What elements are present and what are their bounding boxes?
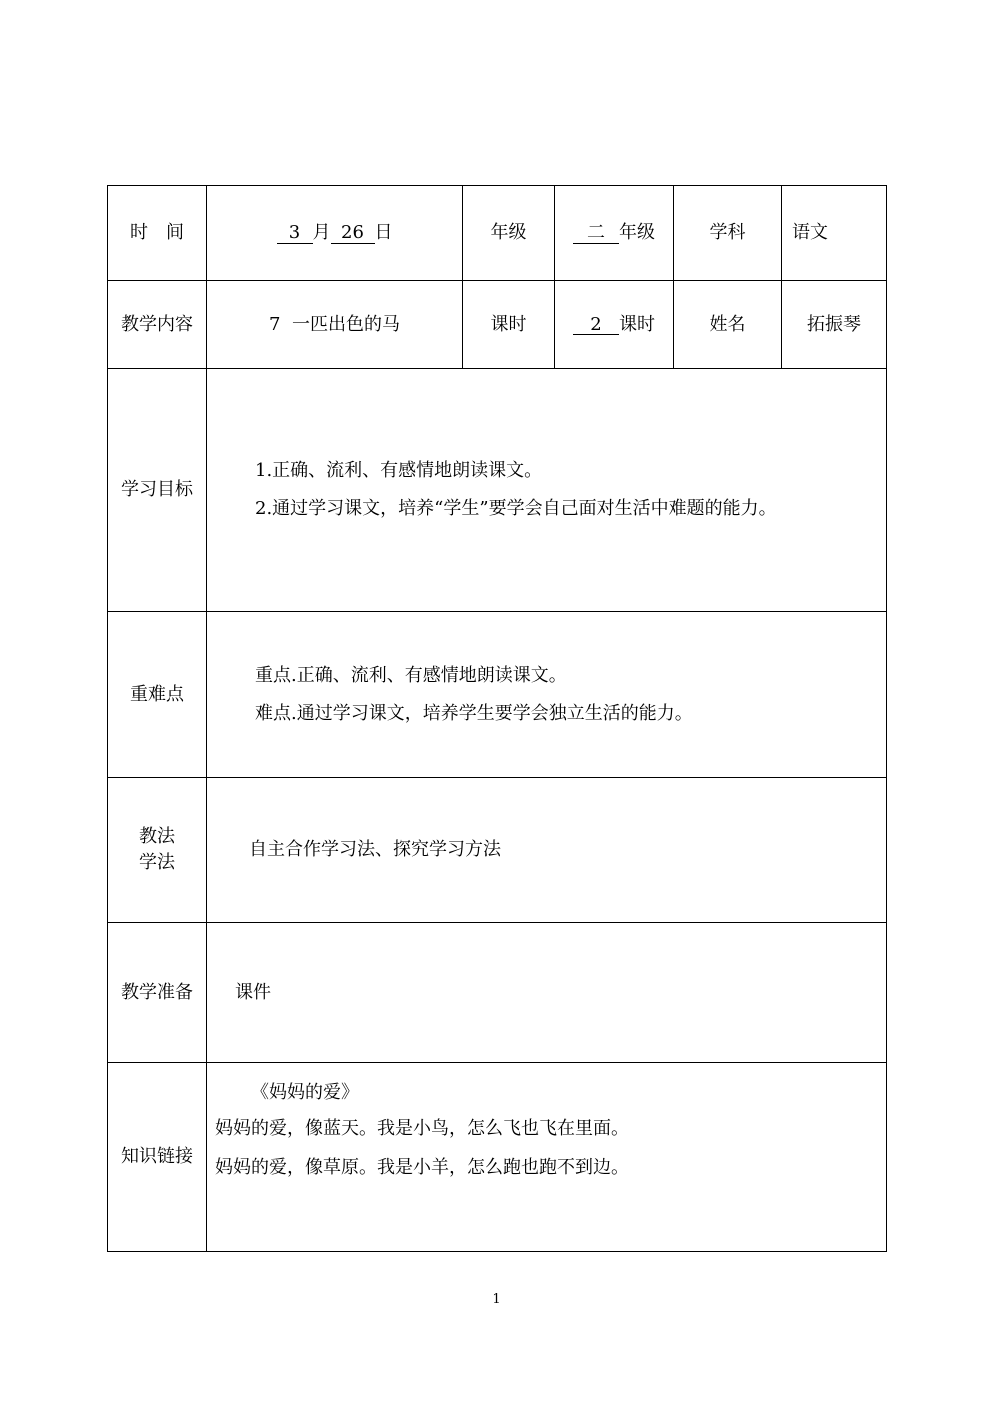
- knowledge-link-label: 知识链接: [108, 1063, 207, 1252]
- objectives-label: 学习目标: [108, 369, 207, 612]
- objective-item: 1.正确、流利、有感情地朗读课文。: [255, 460, 543, 481]
- key-points-label: 重难点: [108, 612, 207, 778]
- period-cell: [555, 281, 674, 369]
- date-cell: [207, 186, 463, 281]
- day-value: 26: [331, 223, 375, 244]
- preparation-value: 课件: [207, 923, 887, 1063]
- time-label: 时 间: [108, 186, 207, 281]
- preparation-row: [108, 923, 887, 1063]
- key-point-item: 难点.通过学习课文，培养学生要学会独立生活的能力。: [255, 702, 693, 724]
- month-value: 3: [277, 223, 313, 244]
- period-unit: 课时: [619, 313, 655, 335]
- month-unit: 月: [312, 222, 331, 244]
- content-label: 教学内容: [108, 281, 207, 369]
- grade-unit: 年级: [619, 222, 655, 244]
- key-points-content: [207, 612, 887, 778]
- objective-item: 2.通过学习课文，培养“学生”要学会自己面对生活中难题的能力。: [255, 498, 777, 519]
- lesson-plan-table: [107, 185, 887, 1252]
- methods-label-learning: 学法: [139, 852, 175, 873]
- grade-value: 二: [573, 223, 619, 244]
- name-value: 拓振琴: [782, 281, 887, 369]
- name-label: 姓名: [674, 281, 782, 369]
- methods-value: 自主合作学习法、探究学习方法: [207, 778, 887, 923]
- knowledge-link-row: [108, 1063, 887, 1252]
- preparation-label: 教学准备: [108, 923, 207, 1063]
- grade-cell: [555, 186, 674, 281]
- methods-label: [108, 778, 207, 923]
- poem-title: 《妈妈的爱》: [251, 1082, 359, 1103]
- key-points-row: [108, 612, 887, 778]
- subject-label: 学科: [674, 186, 782, 281]
- objectives-content: [207, 369, 887, 612]
- knowledge-link-content: [207, 1063, 887, 1252]
- poem-line: 妈妈的爱，像草原。我是小羊，怎么跑也跑不到边。: [215, 1157, 629, 1178]
- poem-line: 妈妈的爱，像蓝天。我是小鸟，怎么飞也飞在里面。: [215, 1118, 629, 1139]
- day-unit: 日: [374, 222, 393, 244]
- key-point-item: 重点.正确、流利、有感情地朗读课文。: [255, 664, 567, 686]
- subject-value: 语文: [782, 186, 887, 281]
- methods-row: [108, 778, 887, 923]
- content-value: 7 一匹出色的马: [207, 281, 463, 369]
- grade-label: 年级: [463, 186, 555, 281]
- period-label: 课时: [463, 281, 555, 369]
- objectives-row: [108, 369, 887, 612]
- header-row: [108, 186, 887, 281]
- period-value: 2: [573, 315, 619, 336]
- content-row: [108, 281, 887, 369]
- page-number: 1: [492, 1292, 501, 1307]
- methods-label-teaching: 教法: [139, 826, 175, 847]
